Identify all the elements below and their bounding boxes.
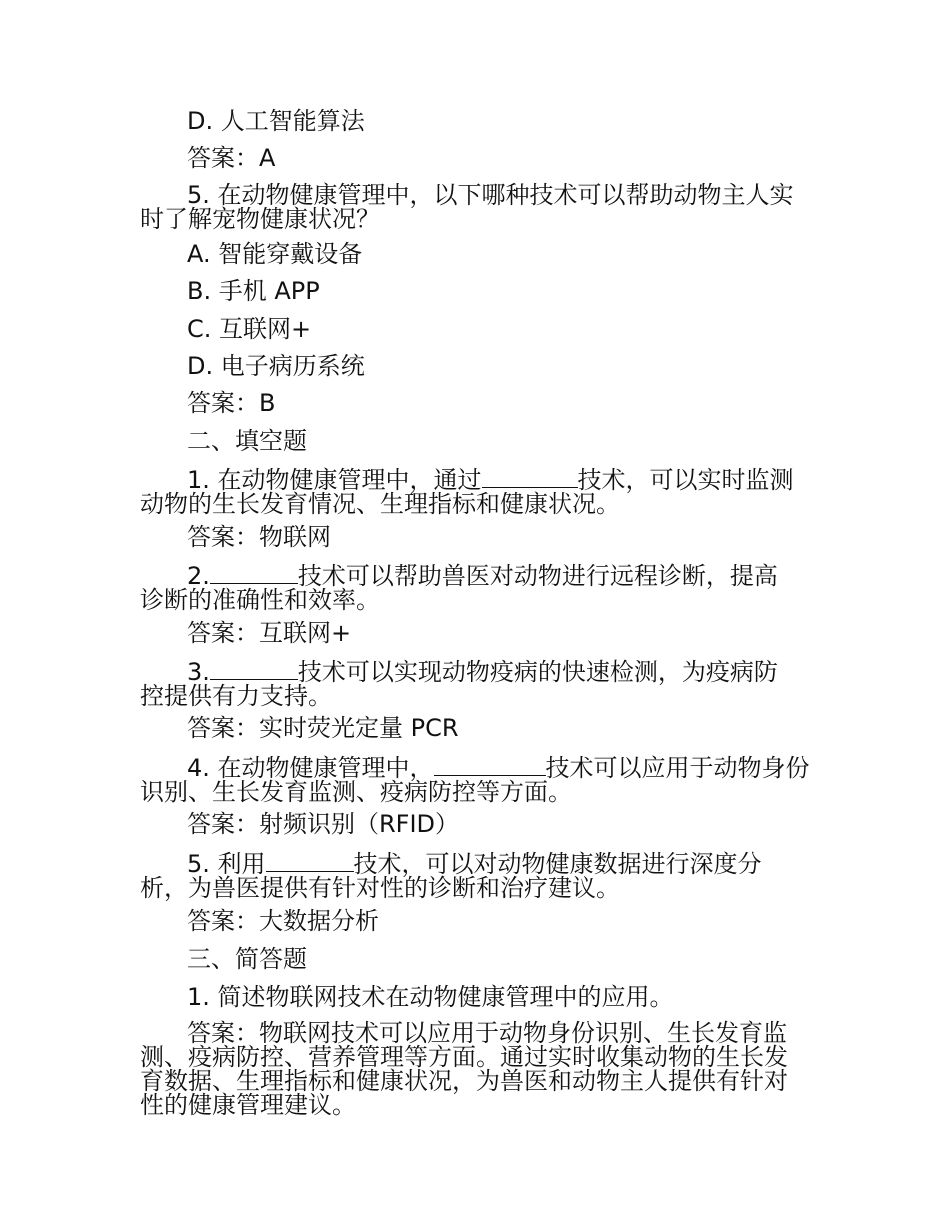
- section-title-fill: 二、填空题: [187, 427, 307, 455]
- fill-question-2: 2. 技术可以帮助兽医对动物进行远程诊断，提高 诊断的准确性和效率。: [140, 562, 778, 614]
- q5-option-a: A. 智能穿戴设备: [187, 240, 363, 268]
- answer-blank: [482, 465, 578, 488]
- fill-question-3: 3. 技术可以实现动物疫病的快速检测，为疫病防 控提供有力支持。: [140, 658, 778, 710]
- fill-answer-4: 答案：射频识别（RFID）: [187, 810, 460, 838]
- q5-option-b: B. 手机 APP: [187, 277, 320, 305]
- fill-answer-1: 答案：物联网: [187, 523, 331, 551]
- fill-question-5: 5. 利用 技术，可以对动物健康数据进行深度分 析，为兽医提供有针对性的诊断和治疗建议。: [140, 850, 762, 902]
- fill-answer-2: 答案：互联网+: [187, 619, 352, 647]
- answer-blank: [210, 561, 298, 584]
- q5-line2: 时了解宠物健康状况？: [140, 205, 380, 233]
- q4-answer: 答案：A: [187, 144, 276, 172]
- q5-answer: 答案：B: [187, 389, 276, 417]
- short-question-1: 1. 简述物联网技术在动物健康管理中的应用。: [187, 983, 674, 1011]
- fill-question-4: 4. 在动物健康管理中， 技术可以应用于动物身份 识别、生长发育监测、疫病防控等方面。: [140, 754, 810, 806]
- fill-answer-3: 答案：实时荧光定量 PCR: [187, 714, 459, 742]
- q5-line1: 5. 在动物健康管理中，以下哪种技术可以帮助动物主人实: [187, 181, 794, 209]
- section-title-short: 三、简答题: [187, 945, 307, 973]
- answer-blank: [266, 849, 354, 872]
- q4-option-d: D. 人工智能算法: [187, 107, 365, 135]
- short-answer-1: 答案：物联网技术可以应用于动物身份识别、生长发育监 测、疫病防控、营养管理等方面。通过实时收集动物的生长发 育数据、生理指标和健康状况，为兽医和动物主人提供有针对 性的健康管理建议。: [140, 1019, 788, 1119]
- fill-answer-5: 答案：大数据分析: [187, 907, 379, 935]
- fill-question-1: 1. 在动物健康管理中，通过 技术，可以实时监测 动物的生长发育情况、生理指标和健康状况。: [140, 466, 794, 518]
- q5-option-c: C. 互联网+: [187, 315, 312, 343]
- answer-blank: [210, 657, 298, 680]
- q5-question: [140, 183, 820, 231]
- answer-blank: [434, 753, 546, 776]
- q5-option-d: D. 电子病历系统: [187, 352, 365, 380]
